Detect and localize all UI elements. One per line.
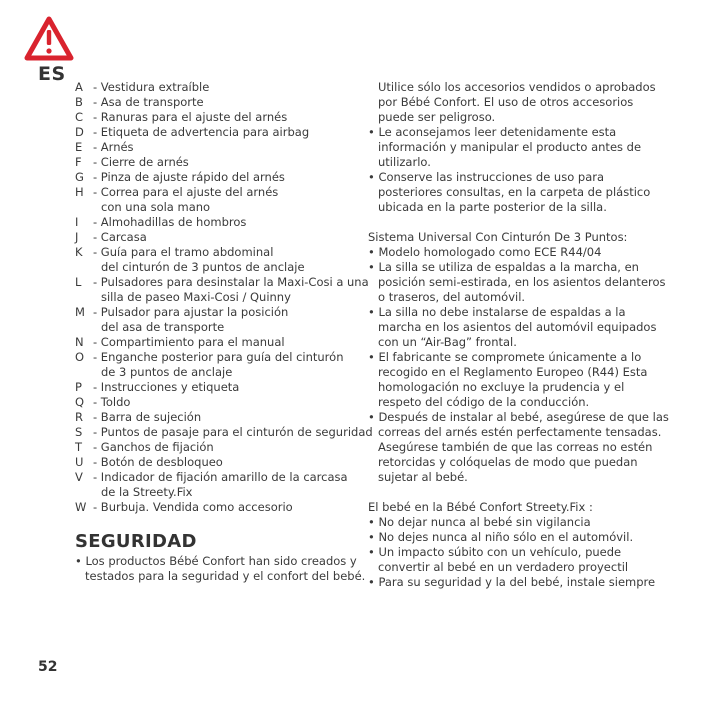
parts-list-key: N (75, 335, 84, 349)
parts-list-item (75, 95, 345, 110)
safety-intro-line: testados para la seguridad y el confort del bebé. (85, 569, 366, 583)
parts-list-key: M (75, 305, 85, 319)
bullet-continuation: marcha en los asientos del automóvil equipados (378, 320, 657, 334)
parts-list-text: de 3 puntos de anclaje (101, 365, 233, 379)
parts-list-key: P (75, 380, 82, 394)
parts-list-key (75, 485, 93, 500)
parts-list-text: - Etiqueta de advertencia para airbag (93, 125, 310, 139)
parts-list-item (75, 260, 345, 275)
parts-list-text: - Burbuja. Vendida como accesorio (93, 500, 293, 514)
bullet-continuation: ubicada en la parte posterior de la silla. (378, 200, 607, 214)
bullet-continuation: convertir al bebé en un verdadero proyectil (378, 560, 629, 574)
parts-list-text: - Correa para el ajuste del arnés (93, 185, 279, 199)
bullet-item: • Después de instalar al bebé, asegúrese de que las (368, 410, 669, 424)
left-column (75, 80, 373, 584)
parts-list-item (75, 470, 348, 485)
parts-list-key: W (75, 500, 87, 514)
bullet-item: • Un impacto súbito con un vehículo, puede (368, 545, 622, 559)
parts-list-key (75, 200, 93, 215)
parts-list-key: T (75, 440, 83, 454)
parts-list-text: silla de paseo Maxi-Cosi / Quinny (101, 290, 291, 304)
parts-list-text: - Almohadillas de hombros (93, 215, 247, 229)
parts-list-key: F (75, 155, 82, 169)
bullet-item: • Para su seguridad y la del bebé, instale siempre (368, 575, 656, 589)
parts-list-text: - Guía para el tramo abdominal (93, 245, 274, 259)
parts-list-key: Q (75, 395, 85, 409)
right-column (368, 80, 668, 590)
parts-list-key (75, 365, 93, 380)
language-code: ES (38, 63, 66, 85)
parts-list-item (75, 485, 345, 500)
bullet-item: • No dejar nunca al bebé sin vigilancia (368, 515, 591, 529)
bullet-item: • Conserve las instrucciones de uso para (368, 170, 605, 184)
parts-list-key: L (75, 275, 82, 289)
parts-list-text: del asa de transporte (101, 320, 225, 334)
text-line: por Bébé Confort. El uso de otros accesorios (378, 95, 634, 109)
parts-list-item (75, 275, 369, 290)
bullet-continuation: posición semi-estirada, en los asientos delanteros (378, 275, 666, 289)
parts-list-item (75, 245, 345, 260)
parts-list-key: J (75, 230, 79, 244)
parts-list-item (75, 380, 345, 395)
parts-list-text: - Instrucciones y etiqueta (93, 380, 240, 394)
parts-list-item (75, 455, 345, 470)
bullet-continuation: respeto del código de la conducción. (378, 395, 590, 409)
parts-list-text: - Compartimiento para el manual (93, 335, 285, 349)
parts-list-item (75, 170, 345, 185)
parts-list-text: - Botón de desbloqueo (93, 455, 223, 469)
parts-list-item (75, 410, 345, 425)
parts-list-item (75, 500, 345, 515)
parts-list-text: - Puntos de pasaje para el cinturón de seguridad (93, 425, 373, 439)
parts-list-text: - Asa de transporte (93, 95, 204, 109)
warning-triangle-icon (24, 16, 74, 61)
instructions-bullets (368, 125, 668, 215)
parts-list-key: S (75, 425, 83, 439)
text-line: puede ser peligroso. (378, 110, 496, 124)
parts-list-key: V (75, 470, 83, 484)
parts-list-key: G (75, 170, 84, 184)
parts-list-text: - Ranuras para el ajuste del arnés (93, 110, 288, 124)
bullet-continuation: posteriores consultas, en la carpeta de plástico (378, 185, 651, 199)
bullet-item: • La silla se utiliza de espaldas a la marcha, en (368, 260, 639, 274)
parts-list-text: del cinturón de 3 puntos de anclaje (101, 260, 305, 274)
bullet-continuation: correas del arnés estén perfectamente tensadas. (378, 425, 662, 439)
bullet-continuation: recogido en el Reglamento Europeo (R44) Esta (378, 365, 648, 379)
safety-intro (75, 554, 366, 584)
parts-list-key: D (75, 125, 84, 139)
bullet-continuation: o traseros, del automóvil. (378, 290, 526, 304)
bullet-item: • La silla no debe instalarse de espaldas a la (368, 305, 626, 319)
parts-list-text: - Pinza de ajuste rápido del arnés (93, 170, 285, 184)
parts-list-text: - Indicador de fijación amarillo de la carcasa (93, 470, 348, 484)
parts-list-text: - Pulsadores para desinstalar la Maxi-Cosi a una (93, 275, 369, 289)
parts-list-text: - Toldo (93, 395, 131, 409)
parts-list-item (75, 320, 345, 335)
bullet-continuation: información y manipular el producto antes de (378, 140, 642, 154)
parts-list-key: K (75, 245, 83, 259)
parts-list-item (75, 200, 345, 215)
bullet-continuation: retorcidas y colóquelas de modo que puedan (378, 455, 638, 469)
parts-list-key: O (75, 350, 85, 364)
parts-list-item (75, 215, 345, 230)
bullet-continuation: homologación no excluye la prudencia y el (378, 380, 625, 394)
parts-list-item (75, 80, 345, 95)
parts-list-text: - Pulsador para ajustar la posición (93, 305, 289, 319)
parts-list-text: - Cierre de arnés (93, 155, 189, 169)
parts-list-key (75, 290, 93, 305)
parts-list-key: R (75, 410, 83, 424)
parts-list-text: de la Streety.Fix (101, 485, 193, 499)
page-number: 52 (38, 659, 58, 675)
bullet-continuation: utilizarlo. (378, 155, 431, 169)
bullet-item: • El fabricante se compromete únicamente a lo (368, 350, 642, 364)
bullet-continuation: con un “Air-Bag” frontal. (378, 335, 517, 349)
parts-list-key: B (75, 95, 83, 109)
baby-heading: El bebé en la Bébé Confort Streety.Fix : (368, 500, 593, 514)
accessories-continuation (368, 80, 668, 125)
parts-list-item (75, 440, 345, 455)
safety-intro-line: • Los productos Bébé Confort han sido creados y (75, 554, 357, 568)
parts-list-item (75, 140, 345, 155)
parts-list-text: - Ganchos de fijación (93, 440, 214, 454)
parts-list-key: U (75, 455, 84, 469)
universal-heading: Sistema Universal Con Cinturón De 3 Puntos: (368, 230, 628, 244)
parts-list-key (75, 320, 93, 335)
universal-system-bullets (368, 245, 668, 485)
parts-list-key (75, 260, 93, 275)
parts-list-item (75, 425, 373, 440)
parts-list-text: - Arnés (93, 140, 134, 154)
baby-bullets (368, 515, 668, 590)
parts-list-item (75, 305, 345, 320)
parts-list-key: A (75, 80, 83, 94)
parts-list-item (75, 185, 345, 200)
bullet-continuation: Asegúrese también de que las correas no estén (378, 440, 653, 454)
parts-list-item (75, 230, 345, 245)
parts-list-item (75, 350, 345, 365)
parts-list (75, 80, 373, 515)
parts-list-text: - Barra de sujeción (93, 410, 202, 424)
parts-list-text: con una sola mano (101, 200, 211, 214)
parts-list-item (75, 290, 345, 305)
parts-list-text: - Carcasa (93, 230, 147, 244)
parts-list-text: - Enganche posterior para guía del cinturón (93, 350, 344, 364)
bullet-item: • Le aconsejamos leer detenidamente esta (368, 125, 617, 139)
parts-list-item (75, 110, 345, 125)
bullet-item: • Modelo homologado como ECE R44/04 (368, 245, 602, 259)
parts-list-key: I (75, 215, 79, 229)
text-line: Utilice sólo los accesorios vendidos o aprobados (378, 80, 656, 94)
parts-list-key: H (75, 185, 84, 199)
bullet-item: • No dejes nunca al niño sólo en el automóvil. (368, 530, 634, 544)
parts-list-item (75, 365, 345, 380)
safety-heading: SEGURIDAD (75, 531, 197, 552)
parts-list-item (75, 155, 345, 170)
parts-list-text: - Vestidura extraíble (93, 80, 210, 94)
parts-list-item (75, 125, 345, 140)
bullet-continuation: sujetar al bebé. (378, 470, 468, 484)
parts-list-item (75, 395, 345, 410)
parts-list-key: C (75, 110, 84, 124)
parts-list-item (75, 335, 345, 350)
parts-list-key: E (75, 140, 83, 154)
